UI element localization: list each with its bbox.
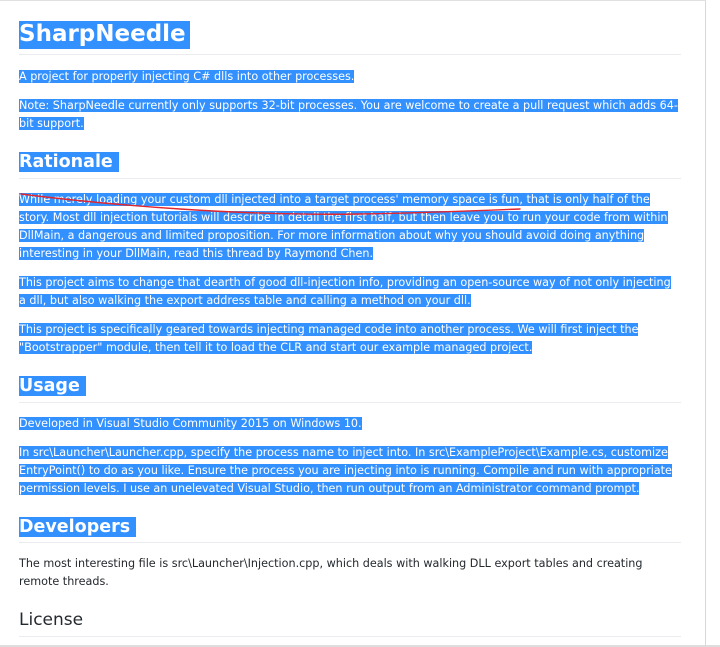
rationale-text-3: This project is specifically geared towards injecting managed code into another process. We will first inject the "Bootstrapper" module, then tell it to load the CLR and start our example managed project. (19, 323, 639, 354)
note-paragraph (19, 97, 681, 133)
rationale-paragraph-2 (19, 274, 681, 310)
intro-paragraph (19, 68, 681, 86)
title-divider (19, 54, 681, 55)
license-divider (19, 636, 681, 637)
page-title-text: SharpNeedle (19, 21, 190, 49)
usage-divider (19, 402, 681, 403)
usage-text-1: Developed in Visual Studio Community 2015 on Windows 10. (19, 417, 362, 430)
usage-heading (19, 373, 86, 400)
usage-heading-text: Usage (19, 376, 86, 396)
rationale-text-2: This project aims to change that dearth of good dll-injection info, providing an open-source way of not only injecting a dll, but also walking the export address table and calling a method on your dll. (19, 276, 671, 307)
developers-heading-text: Developers (19, 517, 136, 537)
page-top-border (0, 0, 706, 1)
usage-paragraph-2 (19, 444, 681, 498)
rationale-heading-text: Rationale (19, 152, 119, 172)
rationale-heading (19, 149, 119, 176)
page-title (19, 17, 190, 51)
developers-text-1: The most interesting file is src\Launcher\Injection.cpp, which deals with walking DLL export tables and creating remote threads. (19, 557, 643, 588)
usage-paragraph-1 (19, 415, 681, 433)
developers-heading (19, 514, 136, 541)
developers-paragraph-1 (19, 555, 681, 591)
usage-text-2: In src\Launcher\Launcher.cpp, specify the process name to inject into. In src\ExampleProject\Example.cs, customize EntryPoint() to do as you like. Ensure the process you are injecting into is running. Compile and run with appropriate permission levels. I use an unelevated Visual Studio, then run output from an Administrator command prompt. (19, 446, 672, 495)
rationale-text-1: While merely loading your custom dll injected into a target process' memory space is fun, that is only half of the story. Most dll injection tutorials will describe in detail the first half, but then leave you to run your code from within DllMain, a dangerous and limited proposition. For more information about why you should avoid doing anything interesting in your DllMain, read this thread by Raymond Chen. (19, 193, 668, 260)
license-heading: License (19, 610, 84, 630)
intro-text: A project for properly injecting C# dlls into other processes. (19, 70, 355, 83)
rationale-paragraph-1 (19, 191, 681, 263)
note-text: Note: SharpNeedle currently only supports 32-bit processes. You are welcome to create a pull request which adds 64-bit support. (19, 99, 678, 130)
developers-divider (19, 542, 681, 543)
rationale-paragraph-3 (19, 321, 681, 357)
rationale-divider (19, 178, 681, 179)
